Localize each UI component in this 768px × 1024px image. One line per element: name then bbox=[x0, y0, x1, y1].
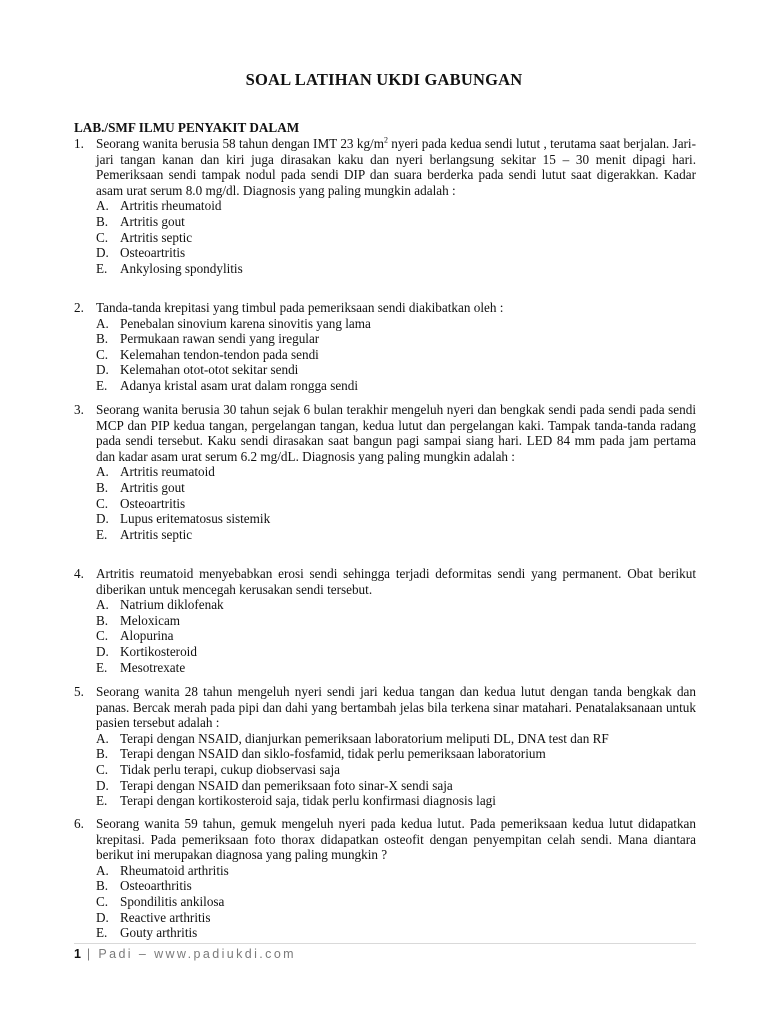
option-text: Terapi dengan NSAID, dianjurkan pemeriksaan laboratorium meliputi DL, DNA test dan RF bbox=[120, 730, 609, 746]
option-letter: D. bbox=[96, 511, 109, 527]
option-list bbox=[96, 198, 696, 276]
option-d bbox=[96, 778, 696, 794]
question-5 bbox=[74, 684, 696, 809]
option-a bbox=[96, 863, 696, 879]
option-text: Artritis gout bbox=[120, 479, 185, 495]
option-d bbox=[96, 511, 696, 527]
option-a bbox=[96, 464, 696, 480]
option-letter: D. bbox=[96, 245, 109, 261]
option-letter: A. bbox=[96, 315, 109, 331]
option-text: Artritis gout bbox=[120, 213, 185, 229]
option-letter: B. bbox=[96, 746, 109, 762]
question-number: 2. bbox=[74, 300, 84, 315]
option-letter: A. bbox=[96, 597, 109, 613]
option-list bbox=[96, 597, 696, 675]
option-a bbox=[96, 731, 696, 747]
option-c bbox=[96, 894, 696, 910]
option-letter: E. bbox=[96, 526, 108, 542]
option-e bbox=[96, 261, 696, 277]
option-text: Mesotrexate bbox=[120, 659, 186, 675]
question-text: Seorang wanita berusia 30 tahun sejak 6 bulan terakhir mengeluh nyeri dan bengkak sendi pada sendi pada sendi MCP dan PIP kedua tangan, pergelangan tangan, kedua lutut dan pergelangan kaki. Tampak tanda-tanda radang pada sendi tersebut. Kaku sendi dirasakan saat bangun pagi sampai siang hari. LED 84 mm pada jam pertama dan kadar asam urat serum 6.2 mg/dL. Diagnosis yang paling mungkin adalah : bbox=[96, 402, 696, 464]
option-text: Alopurina bbox=[120, 628, 174, 644]
option-text: Reactive arthritis bbox=[120, 909, 211, 925]
option-letter: E. bbox=[96, 925, 108, 941]
option-text: Lupus eritematosus sistemik bbox=[120, 511, 271, 527]
option-text: Permukaan rawan sendi yang iregular bbox=[120, 331, 320, 347]
page-number: 1 bbox=[74, 947, 81, 961]
option-list bbox=[96, 464, 696, 542]
option-b bbox=[96, 613, 696, 629]
option-e bbox=[96, 527, 696, 543]
option-letter: E. bbox=[96, 793, 108, 809]
option-letter: D. bbox=[96, 643, 109, 659]
option-e bbox=[96, 793, 696, 809]
option-c bbox=[96, 762, 696, 778]
question-number: 3. bbox=[74, 402, 84, 417]
option-letter: B. bbox=[96, 331, 109, 347]
option-letter: E. bbox=[96, 260, 108, 276]
option-b bbox=[96, 214, 696, 230]
superscript: 2 bbox=[383, 135, 388, 145]
question-3 bbox=[74, 402, 696, 542]
option-text: Meloxicam bbox=[120, 612, 181, 628]
option-d bbox=[96, 644, 696, 660]
option-letter: E. bbox=[96, 659, 108, 675]
option-letter: C. bbox=[96, 761, 109, 777]
question-text: Seorang wanita berusia 58 tahun dengan IMT 23 $kg/m^2$ nyeri pada kedua sendi lutut , terutama saat berjalan. Jari-jari tangan kanan dan kiri juga dirasakan kaku dan nyeri berlangsung sekitar 15 – 30 menit dipagi hari. Pemeriksaan sendi tampak nodul pada sendi DIP dan suara berderka pada sendi lutut saat digerakkan. Kadar asam urat serum 8.0 mg/dl. Diagnosis yang paling mungkin adalah : bbox=[96, 135, 696, 198]
option-text: Penebalan sinovium karena sinovitis yang lama bbox=[120, 315, 371, 331]
document-title: SOAL LATIHAN UKDI GABUNGAN bbox=[245, 70, 523, 89]
option-d bbox=[96, 362, 696, 378]
option-letter: B. bbox=[96, 213, 109, 229]
option-letter: D. bbox=[96, 909, 109, 925]
option-d bbox=[96, 245, 696, 261]
option-text: Spondilitis ankilosa bbox=[120, 893, 225, 909]
option-letter: B. bbox=[96, 612, 109, 628]
question-number: 5. bbox=[74, 684, 84, 699]
option-letter: D. bbox=[96, 362, 109, 378]
option-list bbox=[96, 863, 696, 941]
option-text: Terapi dengan NSAID dan siklo-fosfamid, tidak perlu pemeriksaan laboratorium bbox=[120, 746, 546, 762]
option-c bbox=[96, 347, 696, 363]
option-e bbox=[96, 925, 696, 941]
option-text: Artritis septic bbox=[120, 229, 193, 245]
option-text: Artritis septic bbox=[120, 526, 193, 542]
footer-divider bbox=[74, 943, 696, 944]
question-2 bbox=[74, 300, 696, 394]
question-number: 1. bbox=[74, 136, 84, 151]
question-text: Seorang wanita 28 tahun mengeluh nyeri sendi jari kedua tangan dan kedua lutut dengan tanda bengkak dan panas. Bercak merah pada pipi dan dahi yang bertambah jelas bila terkena sinar matahari. Penatalaksanaan untuk pasien tersebut adalah : bbox=[96, 684, 696, 731]
option-text: Osteoartritis bbox=[120, 495, 186, 511]
option-text: Rheumatoid arthritis bbox=[120, 862, 229, 878]
option-letter: A. bbox=[96, 862, 109, 878]
option-text: Adanya kristal asam urat dalam rongga sendi bbox=[120, 377, 359, 393]
option-letter: B. bbox=[96, 878, 109, 894]
option-letter: E. bbox=[96, 377, 108, 393]
option-letter: D. bbox=[96, 777, 109, 793]
option-letter: A. bbox=[96, 198, 109, 214]
option-list bbox=[96, 316, 696, 394]
option-text: Terapi dengan kortikosteroid saja, tidak perlu konfirmasi diagnosis lagi bbox=[120, 793, 496, 809]
option-list bbox=[96, 731, 696, 809]
option-b bbox=[96, 480, 696, 496]
option-letter: C. bbox=[96, 628, 109, 644]
question-number: 6. bbox=[74, 816, 84, 831]
option-e bbox=[96, 660, 696, 676]
option-text: Artritis rheumatoid bbox=[120, 198, 222, 214]
option-a bbox=[96, 597, 696, 613]
option-letter: A. bbox=[96, 730, 109, 746]
option-letter: B. bbox=[96, 479, 109, 495]
question-text: Artritis reumatoid menyebabkan erosi sendi sehingga terjadi deformitas sendi yang permanent. Obat berikut diberikan untuk mencegah kerusakan sendi tersebut. bbox=[96, 566, 696, 597]
option-letter: A. bbox=[96, 464, 109, 480]
option-b bbox=[96, 878, 696, 894]
option-c bbox=[96, 496, 696, 512]
option-c bbox=[96, 628, 696, 644]
option-text: Kortikosteroid bbox=[120, 643, 197, 659]
option-text: Kelemahan otot-otot sekitar sendi bbox=[120, 362, 299, 378]
option-text: Kelemahan tendon-tendon pada sendi bbox=[120, 346, 319, 362]
option-letter: C. bbox=[96, 346, 109, 362]
option-b bbox=[96, 746, 696, 762]
option-e bbox=[96, 378, 696, 394]
option-a bbox=[96, 198, 696, 214]
option-text: Ankylosing spondylitis bbox=[120, 260, 243, 276]
option-text: Terapi dengan NSAID dan pemeriksaan foto sinar-X sendi saja bbox=[120, 777, 453, 793]
option-d bbox=[96, 910, 696, 926]
option-text: Osteoartritis bbox=[120, 245, 186, 261]
question-6 bbox=[74, 816, 696, 941]
footer-site: Padi – www.padiukdi.com bbox=[98, 947, 296, 961]
option-c bbox=[96, 230, 696, 246]
question-4 bbox=[74, 566, 696, 675]
question-text: Tanda-tanda krepitasi yang timbul pada pemeriksaan sendi diakibatkan oleh : bbox=[96, 300, 504, 315]
option-text: Tidak perlu terapi, cukup diobservasi saja bbox=[120, 761, 340, 777]
option-b bbox=[96, 331, 696, 347]
option-letter: C. bbox=[96, 893, 109, 909]
question-number: 4. bbox=[74, 566, 84, 581]
option-letter: C. bbox=[96, 229, 109, 245]
question-1 bbox=[74, 136, 696, 276]
page-footer bbox=[74, 947, 296, 961]
footer-separator: | bbox=[80, 947, 99, 961]
question-text: Seorang wanita 59 tahun, gemuk mengeluh nyeri pada kedua lutut. Pada pemeriksaan kedua lutut didapatkan krepitasi. Pada pemeriksaan foto thorax didapatkan osteofit dengan penyempitan celah sendi. Mana diantara berikut ini merupakan diagnosa yang paling mungkin ? bbox=[96, 816, 696, 863]
section-heading: LAB./SMF ILMU PENYAKIT DALAM bbox=[74, 120, 300, 135]
option-text: Gouty arthritis bbox=[120, 925, 198, 941]
option-a bbox=[96, 316, 696, 332]
option-text: Artritis reumatoid bbox=[120, 464, 215, 480]
option-text: Natrium diklofenak bbox=[120, 597, 224, 613]
option-text: Osteoarthritis bbox=[120, 878, 192, 894]
option-letter: C. bbox=[96, 495, 109, 511]
